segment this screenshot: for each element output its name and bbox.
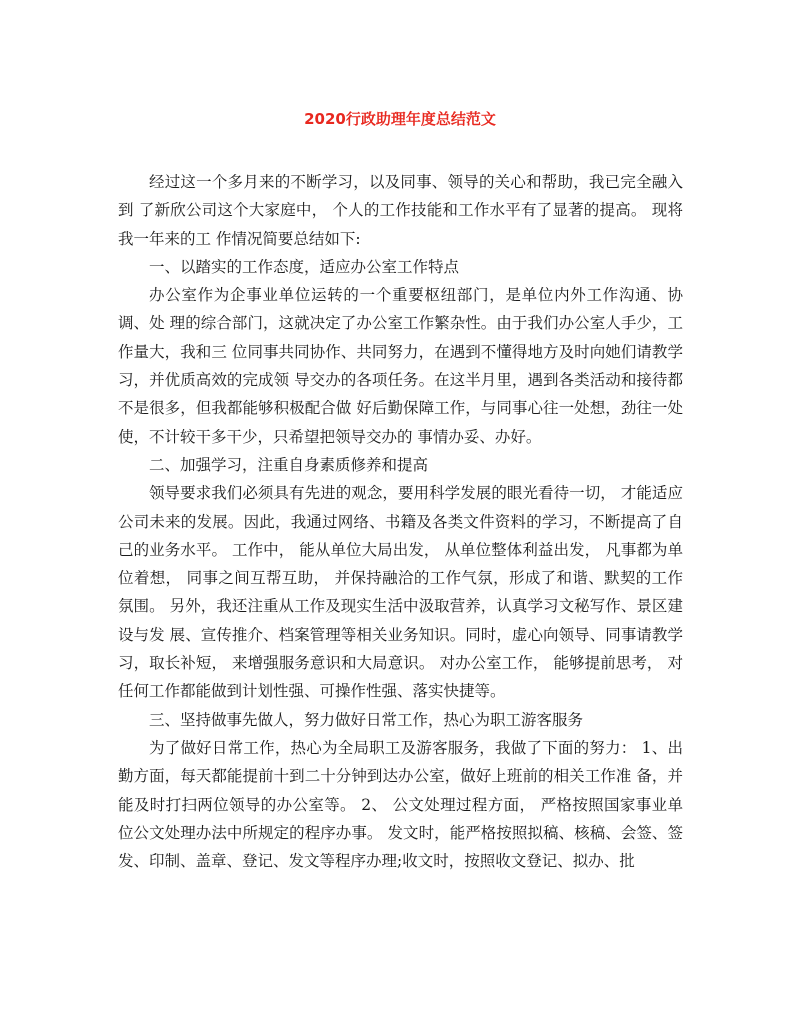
section-heading-3: 三、坚持做事先做人，努力做好日常工作，热心为职工游客服务 xyxy=(149,710,584,729)
paragraph-section-1: 办公室作为企事业单位运转的一个重要枢纽部门，是单位内外工作沟通、协调、处 理的综合部门，这就决定了办公室工作繁杂性。由于我们办公室人手少，工作量大，我和三 位同事共同协作、共同努力，在遇到不懂得地方及时向她们请教学习，并优质高效的完成领 导交办的各项任务。在这半月里，遇到各类活动和接待都不是很多，但我都能够积极配合做 好后勤保障工作，与同事心往一处想，劲往一处使，不计较干多干少，只希望把领导交办的 事情办妥、办好。 xyxy=(118,286,683,446)
document-title: 2020行政助理年度总结范文 xyxy=(304,110,496,128)
paragraph-intro: 经过这一个多月来的不断学习，以及同事、领导的关心和帮助，我已完全融入到 了新欣公司这个大家庭中， 个人的工作技能和工作水平有了显著的提高。 现将我一年来的工 作情况简要总结如下: xyxy=(118,173,683,248)
section-heading-2: 二、加强学习，注重自身素质修养和提高 xyxy=(149,455,429,474)
paragraph-section-2: 领导要求我们必须具有先进的观念，要用科学发展的眼光看待一切， 才能适应公司未来的发展。因此，我通过网络、书籍及各类文件资料的学习，不断提高了自己的业务水平。 工作中， 能从单位大局出发， 从单位整体利益出发， 凡事都为单位着想， 同事之间互帮互助， 并保持融洽的工作气氛，形成了和谐、默契的工作氛围。 另外，我还注重从工作及现实生活中汲取营养，认真学习文秘写作、景区建设与发 展、宣传推介、档案管理等相关业务知识。同时，虚心向领导、同事请教学习，取长补短， 来增强服务意识和大局意识。 对办公室工作， 能够提前思考， 对任何工作都能做到计划性强、可操作性强、落实快捷等。 xyxy=(118,484,683,701)
paragraph-section-3: 为了做好日常工作，热心为全局职工及游客服务，我做了下面的努力： 1、出勤方面，每天都能提前十到二十分钟到达办公室，做好上班前的相关工作准 备，并能及时打扫两位领导的办公室等。 2、 公文处理过程方面， 严格按照国家事业单位公文处理办法中所规定的程序办事。 发文时，能严格按照拟稿、核稿、会签、签发、印制、盖章、登记、发文等程序办理;收文时，按照收文登记、拟办、批 xyxy=(118,738,683,871)
document-body xyxy=(118,168,683,875)
section-heading-1: 一、以踏实的工作态度，适应办公室工作特点 xyxy=(149,257,460,276)
